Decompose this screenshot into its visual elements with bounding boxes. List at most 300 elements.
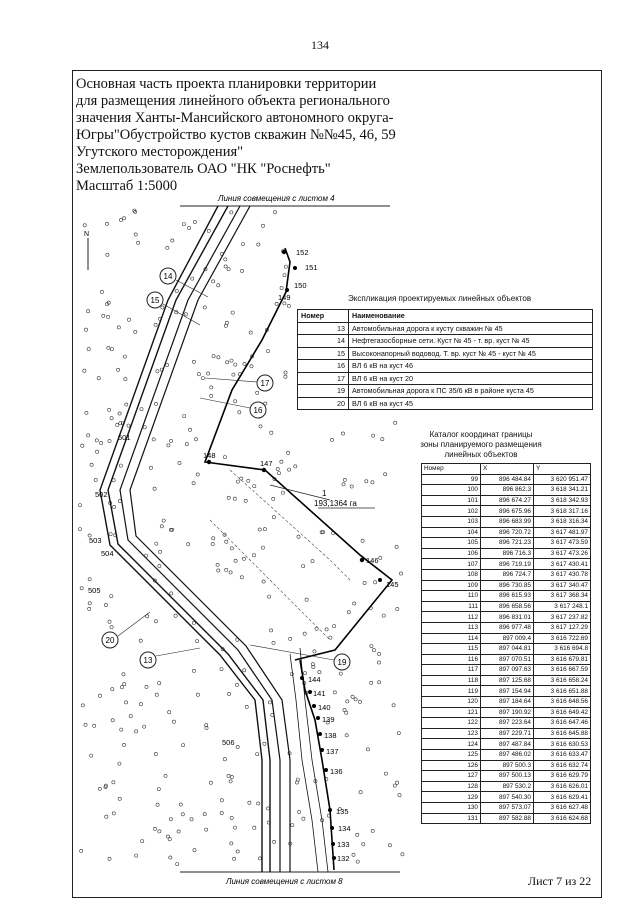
hatch-dot [230,775,233,778]
hatch-dot [273,840,276,843]
hatch-dot [129,715,132,718]
hatch-dot [196,693,199,696]
hatch-dot [182,744,185,747]
hatch-dot [350,485,353,488]
table-row [422,803,591,814]
hatch-dot [118,412,121,415]
hatch-dot [291,824,294,827]
y-coordinate-cell: 3 617 430.41 [534,559,591,570]
hatch-dot [268,701,271,704]
hatch-dot [110,595,113,598]
y-coordinate-cell: 3 620 951.47 [534,474,591,485]
table-row [422,485,591,496]
hatch-dot [361,539,364,542]
table-row [422,750,591,761]
hatch-dot [247,479,250,482]
hatch-dot [171,239,174,242]
hatch-dot [158,564,161,567]
hatch-dot [333,691,336,694]
hatch-dot [111,688,114,691]
x-coordinate-cell: 896 724.7 [481,569,534,580]
point-label: 147 [260,459,273,468]
sheet-label: Лист 7 из 22 [528,874,592,888]
hatch-dot [106,253,109,256]
table-row [298,385,593,398]
x-coordinate-cell: 897 582.88 [481,813,534,824]
hatch-dot [120,728,123,731]
point-label: 150 [294,281,307,290]
hatch-dot [170,592,173,595]
hatch-dot [256,391,259,394]
hatch-dot [179,803,182,806]
y-coordinate-cell: 3 616 679.81 [534,654,591,665]
point-label: 139 [322,715,335,724]
x-coordinate-cell: 896 719.19 [481,559,534,570]
table-row [422,707,591,718]
hatch-dot [280,460,283,463]
hatch-dot [161,306,164,309]
hatch-dot [170,439,173,442]
point-number-cell: 128 [422,781,481,792]
hatch-dot [184,313,187,316]
hatch-dot [140,408,143,411]
hatch-dot [399,572,402,575]
hatch-dot [108,620,111,623]
point-label: 148 [203,451,216,460]
hatch-dot [125,403,128,406]
hatch-dot [381,438,384,441]
hatch-dot [166,246,169,249]
hatch-dot [117,368,120,371]
hatch-dot [233,826,236,829]
hatch-dot [345,734,348,737]
hatch-dot [107,346,110,349]
hatch-dot [258,528,261,531]
table-row [298,322,593,335]
hatch-dot [283,302,286,305]
hatch-dot [78,528,81,531]
table-row [422,813,591,824]
hatch-dot [154,620,157,623]
hatch-dot [193,220,196,223]
title-line: Югры"Обустройство кустов скважин №№45, 46, 59 [76,127,396,143]
object-marker [140,648,200,668]
hatch-dot [262,580,265,583]
table-row [422,538,591,549]
y-coordinate-cell: 3 617 430.78 [534,569,591,580]
hatch-dot [80,849,83,852]
inner-dashed-lines [210,470,350,640]
hatch-dot [87,310,90,313]
table-row [298,335,593,348]
catalog-title [418,430,544,460]
table-row [422,644,591,655]
y-coordinate-cell: 3 617 127.29 [534,622,591,633]
title-line: значения Ханты-Мансийского автономного округа- [76,110,394,126]
hatch-dot [234,400,237,403]
point-number-cell: 111 [422,601,481,612]
hatch-dot [267,807,270,810]
hatch-dot [227,692,230,695]
point-number-cell: 109 [422,580,481,591]
catalog-title-line: линейных объектов [444,450,518,459]
hatch-dot [210,394,213,397]
hatch-dot [224,265,227,268]
point-number-cell: 120 [422,697,481,708]
explication-title: Экспликация проектируемых линейных объектов [348,294,532,303]
hatch-dot [330,438,333,441]
y-coordinate-cell: 3 618 341.21 [534,485,591,496]
hatch-dot [124,378,127,381]
hatch-dot [122,673,125,676]
point-number-cell: 121 [422,707,481,718]
table-row [298,347,593,360]
point-number-cell: 123 [422,728,481,739]
table-header-row [422,464,591,475]
hatch-dot [242,557,245,560]
hatch-dot [378,681,381,684]
point-number-cell: 130 [422,803,481,814]
hatch-dot [88,607,91,610]
table-row [422,654,591,665]
hatch-dot [195,438,198,441]
hatch-dot [83,224,86,227]
hatch-dot [235,683,238,686]
svg-text:20: 20 [105,636,115,645]
table-row [298,360,593,373]
x-coordinate-cell: 896 831.01 [481,612,534,623]
linear-objects-corridor [100,206,328,872]
hatch-dot [97,377,100,380]
y-coordinate-cell: 3 616 645.88 [534,728,591,739]
hatch-dot [177,830,180,833]
hatch-dot [339,672,342,675]
y-coordinate-cell: 3 616 722.69 [534,633,591,644]
hatch-dot [366,748,369,751]
hatch-dot [236,745,239,748]
point-number-cell: 100 [422,485,481,496]
hatch-dot [84,328,87,331]
hatch-dot [284,375,287,378]
point-label: 138 [324,731,337,740]
point-label: 133 [337,840,350,849]
hatch-dot [297,535,300,538]
hatch-dot [258,857,261,860]
title-line: Угутского месторождения" [76,144,244,160]
hatch-dot [394,421,397,424]
hatch-dot [325,628,328,631]
coordinates-catalog-table [421,463,591,824]
x-coordinate-cell: 897 154.94 [481,686,534,697]
hatch-dot [241,269,244,272]
hatch-dot [230,547,233,550]
hatch-dot [318,671,321,674]
hatch-dot [127,318,130,321]
hatch-dot [87,434,90,437]
y-coordinate-cell: 3 616 694.8 [534,644,591,655]
hatch-dot [152,438,155,441]
x-coordinate-cell: 897 530.2 [481,781,534,792]
x-coordinate-cell: 896 675.96 [481,506,534,517]
hatch-dot [287,304,290,307]
y-coordinate-cell: 3 618 342.93 [534,495,591,506]
column-header: Номер [422,464,481,475]
hatch-dot [302,817,305,820]
hatch-dot [90,463,93,466]
hatch-dot [288,468,291,471]
hatch-dot [158,830,161,833]
hatch-dot [284,265,287,268]
hatch-dot [249,331,252,334]
table-row [422,516,591,527]
hatch-dot [236,850,239,853]
hatch-dot [230,359,233,362]
y-coordinate-cell: 3 617 340.47 [534,580,591,591]
hatch-dot [94,478,97,481]
point-label: 501 [118,433,131,442]
hatch-dot [233,857,236,860]
hatch-dot [227,774,230,777]
hatch-dot [78,504,81,507]
hatch-dot [223,758,226,761]
object-number-cell: 16 [298,360,349,373]
hatch-dot [382,614,385,617]
hatch-dot [96,450,99,453]
column-header: Наименование [349,310,593,323]
hatch-dot [169,856,172,859]
y-coordinate-cell: 3 616 629.79 [534,771,591,782]
hatch-dot [397,732,400,735]
point-label: 151 [305,263,318,272]
hatch-dot [178,461,181,464]
hatch-dot [303,672,306,675]
hatch-dot [398,794,401,797]
point-number-cell: 116 [422,654,481,665]
hatch-dot [203,306,206,309]
hatch-dot [120,686,123,689]
hatch-dot [401,853,404,856]
hatch-dot [139,639,142,642]
explication-body [298,322,593,410]
hatch-dot [362,843,365,846]
x-coordinate-cell: 897 044.81 [481,644,534,655]
table-row [422,697,591,708]
hatch-dot [181,813,184,816]
hatch-dot [141,840,144,843]
hatch-dot [90,754,93,757]
hatch-dot [159,550,162,553]
hatch-dot [162,519,165,522]
point-label: 502 [95,490,108,499]
hatch-dot [172,720,175,723]
hatch-dot [374,581,377,584]
hatch-dot [160,525,163,528]
object-name-cell: ВЛ 6 кВ на куст 20 [349,372,593,385]
hatch-dot [207,372,210,375]
hatch-dot [250,365,253,368]
point-number-cell: 107 [422,559,481,570]
hatch-dot [197,373,200,376]
table-row [422,559,591,570]
hatch-dot [80,587,83,590]
object-marker [160,268,208,297]
hatch-dot [211,542,214,545]
hatch-dot [224,258,227,261]
hatch-dot [263,742,266,745]
table-row [422,665,591,676]
point-number-cell: 114 [422,633,481,644]
hatch-dot [229,571,232,574]
hatch-dot [379,556,382,559]
hatch-dot [240,576,243,579]
x-coordinate-cell: 897 487.84 [481,739,534,750]
hatch-dot [83,369,86,372]
point-number-cell: 126 [422,760,481,771]
table-row [422,718,591,729]
hatch-dot [217,284,220,287]
hatch-dot [341,432,344,435]
hatch-dot [196,640,199,643]
hatch-dot [225,568,228,571]
hatch-dot [166,363,169,366]
catalog-body [422,474,591,824]
hatch-dot [396,607,399,610]
hatch-dot [189,428,192,431]
point-number-cell: 113 [422,622,481,633]
hatch-dot [98,787,101,790]
svg-text:17: 17 [260,379,270,388]
hatch-dot [329,636,332,639]
hatch-dot [154,323,157,326]
object-number-cell: 14 [298,335,349,348]
hatch-dot [252,554,255,557]
table-row [422,792,591,803]
x-coordinate-cell: 897 229.71 [481,728,534,739]
y-coordinate-cell: 3 616 627.48 [534,803,591,814]
table-row [422,686,591,697]
object-name-cell: Автомобильная дорога к ПС 35/6 кВ в районе куста 45 [349,385,593,398]
hatch-dot [135,854,138,857]
hatch-dot [85,411,88,414]
title-line: Основная часть проекта планировки территории [76,76,377,92]
hatch-dot [298,810,301,813]
hatch-dot [230,211,233,214]
point-number-cell: 103 [422,516,481,527]
object-number-cell: 19 [298,385,349,398]
hatch-dot [370,681,373,684]
area-number: 1 [322,489,327,498]
hatch-dot [244,499,247,502]
hatch-dot [143,725,146,728]
point-label: 506 [222,738,235,747]
hatch-dot [116,423,119,426]
point-number-cell: 101 [422,495,481,506]
x-coordinate-cell: 896 674.27 [481,495,534,506]
hatch-dot [232,373,235,376]
hatch-dot [270,431,273,434]
hatch-dot [354,698,357,701]
hatch-dot [123,355,126,358]
hatch-dot [143,426,146,429]
point-number-cell: 99 [422,474,481,485]
point-number-cell: 104 [422,527,481,538]
point-number-cell: 122 [422,718,481,729]
svg-text:14: 14 [163,272,173,281]
y-coordinate-cell: 3 616 630.53 [534,739,591,750]
hatch-dot [384,473,387,476]
column-header: X [481,464,534,475]
y-coordinate-cell: 3 616 647.46 [534,718,591,729]
y-coordinate-cell: 3 617 473.59 [534,538,591,549]
hatch-dot [192,669,195,672]
table-row [422,474,591,485]
hatch-dot [109,533,112,536]
table-row [422,591,591,602]
hatch-dot [220,668,223,671]
hatch-dot [234,559,237,562]
point-label: 136 [330,767,343,776]
point-label: 132 [337,854,350,863]
point-number-cell: 131 [422,813,481,824]
hatch-dot [240,477,243,480]
hatch-dot [217,569,220,572]
x-coordinate-cell: 896 862.3 [481,485,534,496]
hatch-dot [113,505,116,508]
hatch-dot [270,629,273,632]
hatch-dot [294,465,297,468]
hatch-dot [225,540,228,543]
svg-text:15: 15 [150,296,160,305]
hatch-dot [261,224,264,227]
hatch-dot [253,485,256,488]
hatch-dot [352,853,355,856]
x-coordinate-cell: 896 683.99 [481,516,534,527]
object-number-cell: 13 [298,322,349,335]
hatch-dot [175,289,178,292]
hatch-dot [343,478,346,481]
object-name-cell: Высоконапорный водовод. Т. вр. куст № 45 - куст № 45 [349,347,593,360]
hatch-dot [111,719,114,722]
table-row [422,527,591,538]
object-marker [102,612,150,648]
hatch-dot [377,661,380,664]
hatch-dot [217,356,220,359]
hatch-dot [105,815,108,818]
hatch-dot [203,813,206,816]
hatch-dot [88,602,91,605]
hatch-dot [236,480,239,483]
hatch-dot [108,439,111,442]
hatch-dot [230,842,233,845]
table-row [298,397,593,410]
hatch-dot [117,326,120,329]
hatch-dot [191,277,194,280]
y-coordinate-cell: 3 616 648.56 [534,697,591,708]
catalog-title-line: Каталог координат границы [429,430,533,439]
hatch-dot [277,472,280,475]
hatch-dot [248,801,251,804]
hatch-dot [311,560,314,563]
hatch-dot [212,537,215,540]
hatch-dot [209,781,212,784]
hatch-dot [135,730,138,733]
hatch-dot [223,456,226,459]
hatch-dot [359,791,362,794]
x-coordinate-cell: 896 720.72 [481,527,534,538]
point-number-cell: 119 [422,686,481,697]
hatch-dot [230,816,233,819]
object-marker [200,398,266,418]
